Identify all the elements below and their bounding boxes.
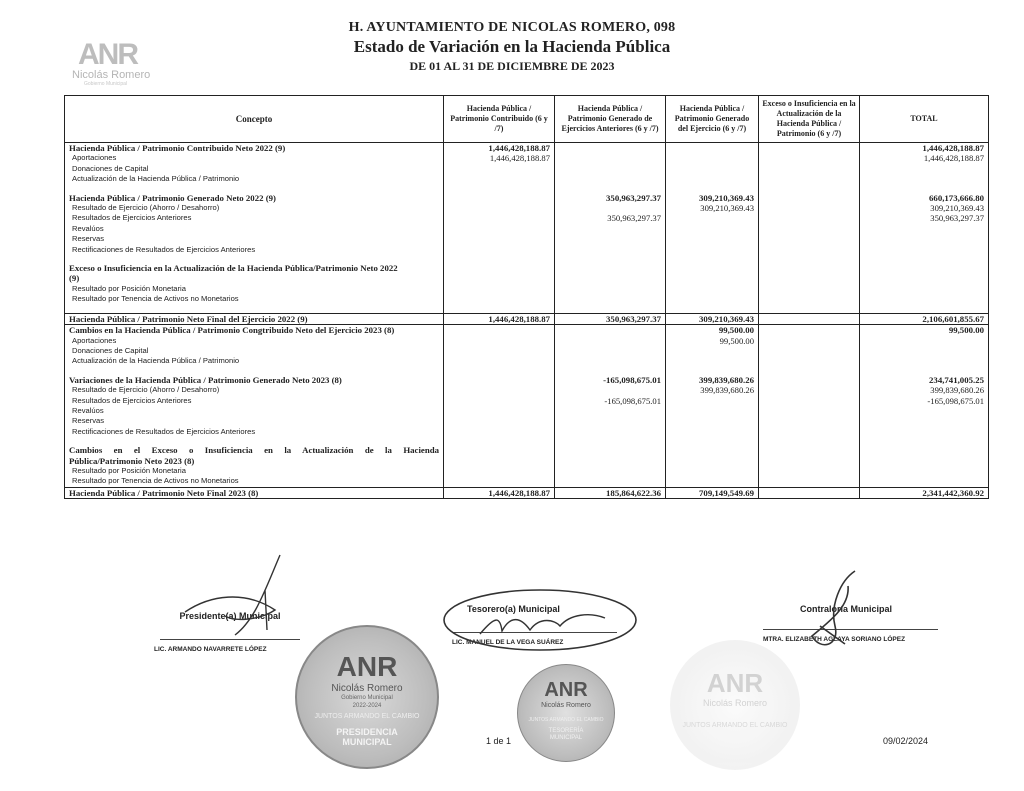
contribuido-cell [444, 294, 555, 304]
exceso-cell [759, 487, 860, 498]
stamp-tesoreria [517, 664, 615, 762]
concept-cell: Rectificaciones de Resultados de Ejercicios Anteriores [65, 245, 444, 255]
generado-ejercicio-cell: 309,210,369.43 [666, 313, 759, 324]
detail-row [65, 336, 989, 346]
generado-anteriores-cell [555, 273, 666, 283]
generado-anteriores-cell [555, 284, 666, 294]
col-header-exceso-insuficiencia: Exceso o Insuficiencia en la Actualización de la Hacienda Pública / Patrimonio (6 y /7) [759, 96, 860, 143]
detail-row [65, 164, 989, 174]
generado-anteriores-cell [555, 164, 666, 174]
concept-cell: Actualización de la Hacienda Pública / Patrimonio [65, 174, 444, 184]
stamp-presidencia-sub: Gobierno Municipal [341, 695, 393, 701]
presidente-signature-scribble [165, 550, 305, 645]
concept-cell: Hacienda Pública / Patrimonio Neto Final 2023 (8) [65, 487, 444, 498]
contribuido-cell [444, 213, 555, 223]
generado-anteriores-cell [555, 255, 666, 263]
generado-anteriores-cell [555, 416, 666, 426]
contralor-name: MTRA. ELIZABETH AGLAYA SORIANO LÓPEZ [763, 636, 906, 643]
col-header-total: TOTAL [860, 96, 989, 143]
detail-row [65, 427, 989, 437]
exceso-cell [759, 437, 860, 445]
section-row [65, 313, 989, 324]
generado-anteriores-cell [555, 234, 666, 244]
concept-cell: Variaciones de la Hacienda Pública / Patrimonio Generado Neto 2023 (8) [65, 375, 444, 385]
total-cell: 99,500.00 [860, 325, 989, 336]
exceso-cell [759, 456, 860, 466]
stamp-presidencia-office: PRESIDENCIA MUNICIPAL [336, 727, 398, 747]
col-header-generado-ejercicio: Hacienda Pública / Patrimonio Generado del Ejercicio (6 y /7) [666, 96, 759, 143]
exceso-cell [759, 396, 860, 406]
stamp-tesoreria-name: Nicolás Romero [541, 702, 591, 709]
col-header-generado-anteriores: Hacienda Pública / Patrimonio Generado de Ejercicios Anteriores (6 y /7) [555, 96, 666, 143]
contribuido-cell [444, 375, 555, 385]
exceso-cell [759, 427, 860, 437]
generado-anteriores-cell [555, 263, 666, 273]
concept-cell: Hacienda Pública / Patrimonio Generado Neto 2022 (9) [65, 193, 444, 203]
total-cell [860, 466, 989, 476]
concept-cell: Resultados de Ejercicios Anteriores [65, 396, 444, 406]
concept-cell: Pública/Patrimonio Neto 2023 (8) [65, 456, 444, 466]
contribuido-cell [444, 396, 555, 406]
generado-anteriores-cell [555, 174, 666, 184]
contribuido-cell [444, 245, 555, 255]
generado-anteriores-cell [555, 367, 666, 375]
detail-row [65, 213, 989, 223]
table-body [65, 143, 989, 499]
concept-cell: Resultado de Ejercicio (Ahorro / Desahorro) [65, 203, 444, 213]
total-cell [860, 234, 989, 244]
contribuido-cell [444, 476, 555, 487]
contribuido-cell [444, 325, 555, 336]
contribuido-cell [444, 224, 555, 234]
concept-cell: Cambios en la Hacienda Pública / Patrimonio Congtribuido Neto del Ejercicio 2023 (8) [65, 325, 444, 336]
section-row [65, 456, 989, 466]
concept-cell: Aportaciones [65, 153, 444, 163]
exceso-cell [759, 476, 860, 487]
contribuido-cell: 1,446,428,188.87 [444, 153, 555, 163]
total-cell [860, 174, 989, 184]
stamp-tesoreria-motto: JUNTOS ARMANDO EL CAMBIO [528, 717, 604, 723]
contribuido-cell [444, 445, 555, 455]
stamp-tesoreria-mark: ANR [544, 679, 588, 701]
generado-anteriores-cell [555, 153, 666, 163]
generado-ejercicio-cell: 99,500.00 [666, 325, 759, 336]
stamp-contraloria-mark: ANR [706, 668, 764, 698]
concept-cell [65, 185, 444, 193]
detail-row [65, 416, 989, 426]
generado-ejercicio-cell [666, 213, 759, 223]
generado-anteriores-cell [555, 385, 666, 395]
detail-row [65, 174, 989, 184]
detail-row [65, 385, 989, 395]
presidente-name: LIC. ARMANDO NAVARRETE LÓPEZ [154, 646, 267, 653]
contribuido-cell [444, 466, 555, 476]
concept-cell [65, 367, 444, 375]
exceso-cell [759, 143, 860, 154]
contralor-role: Contraloría Municipal [800, 604, 893, 614]
total-cell [860, 294, 989, 304]
concept-cell: Donaciones de Capital [65, 346, 444, 356]
entity-name: H. AYUNTAMIENTO DE NICOLAS ROMERO, 098 [348, 20, 676, 35]
total-cell [860, 427, 989, 437]
exceso-cell [759, 153, 860, 163]
section-row [65, 263, 989, 273]
municipality-logo [70, 40, 180, 92]
stamp-presidencia-mark: ANR [336, 651, 398, 682]
generado-ejercicio-cell [666, 255, 759, 263]
exceso-cell [759, 416, 860, 426]
generado-ejercicio-cell [666, 445, 759, 455]
generado-anteriores-cell [555, 336, 666, 346]
contribuido-cell [444, 174, 555, 184]
detail-row [65, 234, 989, 244]
generado-anteriores-cell: 350,963,297.37 [555, 193, 666, 203]
generado-anteriores-cell [555, 224, 666, 234]
generado-ejercicio-cell: 709,149,549.69 [666, 487, 759, 498]
generado-ejercicio-cell [666, 346, 759, 356]
total-cell: 234,741,005.25 [860, 375, 989, 385]
generado-ejercicio-cell: 399,839,680.26 [666, 385, 759, 395]
generado-anteriores-cell [555, 346, 666, 356]
exceso-cell [759, 325, 860, 336]
exceso-cell [759, 305, 860, 314]
generado-anteriores-cell [555, 427, 666, 437]
exceso-cell [759, 346, 860, 356]
concept-cell: (9) [65, 273, 444, 283]
generado-ejercicio-cell [666, 416, 759, 426]
generado-ejercicio-cell [666, 153, 759, 163]
exceso-cell [759, 234, 860, 244]
contribuido-cell [444, 305, 555, 314]
exceso-cell [759, 445, 860, 455]
exceso-cell [759, 193, 860, 203]
logo-name: Nicolás Romero [72, 69, 151, 81]
spacer-row [65, 185, 989, 193]
exceso-cell [759, 406, 860, 416]
presidente-role: Presidente(a) Municipal [179, 611, 281, 621]
variation-table [64, 95, 989, 499]
concept-cell: Resultados de Ejercicios Anteriores [65, 213, 444, 223]
total-cell [860, 445, 989, 455]
generado-anteriores-cell [555, 356, 666, 366]
generado-ejercicio-cell [666, 456, 759, 466]
generado-anteriores-cell [555, 466, 666, 476]
total-cell [860, 263, 989, 273]
section-row [65, 445, 989, 455]
concept-cell: Hacienda Pública / Patrimonio Neto Final del Ejercicio 2022 (9) [65, 313, 444, 324]
generado-anteriores-cell [555, 325, 666, 336]
section-row [65, 487, 989, 498]
total-cell [860, 456, 989, 466]
footer-date: 09/02/2024 [883, 736, 929, 746]
contribuido-cell [444, 437, 555, 445]
stamp-tesoreria-office: TESORERÍA MUNICIPAL [548, 728, 584, 741]
concept-cell [65, 437, 444, 445]
contribuido-cell [444, 255, 555, 263]
contribuido-cell [444, 203, 555, 213]
generado-anteriores-cell [555, 445, 666, 455]
total-cell [860, 245, 989, 255]
generado-ejercicio-cell: 99,500.00 [666, 336, 759, 346]
contribuido-cell [444, 427, 555, 437]
total-cell [860, 356, 989, 366]
generado-ejercicio-cell: 309,210,369.43 [666, 203, 759, 213]
generado-anteriores-cell: 185,864,622.36 [555, 487, 666, 498]
generado-anteriores-cell: -165,098,675.01 [555, 375, 666, 385]
generado-ejercicio-cell [666, 356, 759, 366]
total-cell: 350,963,297.37 [860, 213, 989, 223]
stamp-contraloria-motto: JUNTOS ARMANDO EL CAMBIO [682, 722, 788, 729]
generado-ejercicio-cell [666, 476, 759, 487]
generado-ejercicio-cell [666, 224, 759, 234]
section-row [65, 193, 989, 203]
detail-row [65, 396, 989, 406]
col-header-concepto: Concepto [65, 96, 444, 143]
concept-cell: Reservas [65, 416, 444, 426]
total-cell [860, 346, 989, 356]
total-cell [860, 336, 989, 346]
generado-ejercicio-cell [666, 367, 759, 375]
exceso-cell [759, 164, 860, 174]
section-row [65, 325, 989, 336]
contribuido-cell [444, 336, 555, 346]
col-header-contribuido: Hacienda Pública / Patrimonio Contribuido (6 y /7) [444, 96, 555, 143]
stamp-contraloria-name: Nicolás Romero [702, 698, 768, 708]
generado-ejercicio-cell [666, 427, 759, 437]
total-cell [860, 284, 989, 294]
contribuido-cell [444, 193, 555, 203]
generado-ejercicio-cell [666, 164, 759, 174]
total-cell: 399,839,680.26 [860, 385, 989, 395]
generado-ejercicio-cell [666, 273, 759, 283]
total-cell: 660,173,666.80 [860, 193, 989, 203]
stamp-presidencia-name: Nicolás Romero [331, 683, 403, 694]
stamp-presidencia-motto: JUNTOS ARMANDO EL CAMBIO [314, 713, 420, 720]
total-cell [860, 255, 989, 263]
contribuido-cell [444, 185, 555, 193]
exceso-cell [759, 367, 860, 375]
exceso-cell [759, 273, 860, 283]
generado-anteriores-cell [555, 143, 666, 154]
concept-cell: Resultado por Posición Monetaria [65, 466, 444, 476]
generado-ejercicio-cell [666, 284, 759, 294]
concept-cell: Hacienda Pública / Patrimonio Contribuido Neto 2022 (9) [65, 143, 444, 154]
report-title: Estado de Variación en la Hacienda Pública [353, 37, 671, 56]
spacer-row [65, 437, 989, 445]
concept-cell: Actualización de la Hacienda Pública / Patrimonio [65, 356, 444, 366]
stamp-presidencia-years: 2022-2024 [352, 703, 382, 709]
exceso-cell [759, 263, 860, 273]
contribuido-cell: 1,446,428,188.87 [444, 313, 555, 324]
exceso-cell [759, 313, 860, 324]
generado-ejercicio-cell [666, 245, 759, 255]
generado-anteriores-cell [555, 437, 666, 445]
concept-cell: Resultado por Posición Monetaria [65, 284, 444, 294]
concept-cell: Aportaciones [65, 336, 444, 346]
exceso-cell [759, 294, 860, 304]
contribuido-cell: 1,446,428,188.87 [444, 143, 555, 154]
section-row [65, 273, 989, 283]
exceso-cell [759, 185, 860, 193]
exceso-cell [759, 336, 860, 346]
exceso-cell [759, 375, 860, 385]
exceso-cell [759, 203, 860, 213]
contribuido-cell: 1,446,428,188.87 [444, 487, 555, 498]
generado-ejercicio-cell [666, 406, 759, 416]
generado-anteriores-cell [555, 245, 666, 255]
contribuido-cell [444, 416, 555, 426]
contribuido-cell [444, 263, 555, 273]
generado-ejercicio-cell [666, 294, 759, 304]
concept-cell: Resultado de Ejercicio (Ahorro / Desahorro) [65, 385, 444, 395]
contribuido-cell [444, 385, 555, 395]
total-cell: 309,210,369.43 [860, 203, 989, 213]
detail-row [65, 245, 989, 255]
concept-cell: Donaciones de Capital [65, 164, 444, 174]
total-cell [860, 437, 989, 445]
detail-row [65, 476, 989, 487]
concept-cell: Revalúos [65, 406, 444, 416]
generado-ejercicio-cell [666, 263, 759, 273]
total-cell [860, 185, 989, 193]
contribuido-cell [444, 406, 555, 416]
generado-anteriores-cell [555, 456, 666, 466]
contribuido-cell [444, 346, 555, 356]
total-cell: -165,098,675.01 [860, 396, 989, 406]
exceso-cell [759, 213, 860, 223]
tesorero-signature-scribble [440, 586, 640, 661]
contribuido-cell [444, 356, 555, 366]
detail-row [65, 224, 989, 234]
table-header-row [65, 96, 989, 143]
contribuido-cell [444, 164, 555, 174]
generado-anteriores-cell [555, 305, 666, 314]
concept-cell: Cambios en el Exceso o Insuficiencia en la Actualización de la Hacienda [65, 445, 444, 455]
total-cell: 2,106,601,855.67 [860, 313, 989, 324]
concept-cell: Resultado por Tenencia de Activos no Monetarios [65, 294, 444, 304]
contribuido-cell [444, 234, 555, 244]
total-cell [860, 367, 989, 375]
contribuido-cell [444, 273, 555, 283]
total-cell [860, 164, 989, 174]
spacer-row [65, 367, 989, 375]
total-cell [860, 224, 989, 234]
detail-row [65, 346, 989, 356]
tesorero-role: Tesorero(a) Municipal [467, 604, 560, 614]
logo-tagline: Gobierno Municipal [84, 81, 128, 87]
contribuido-cell [444, 367, 555, 375]
generado-ejercicio-cell: 399,839,680.26 [666, 375, 759, 385]
generado-ejercicio-cell [666, 174, 759, 184]
total-cell [860, 476, 989, 487]
generado-anteriores-cell: -165,098,675.01 [555, 396, 666, 406]
generado-anteriores-cell: 350,963,297.37 [555, 313, 666, 324]
exceso-cell [759, 284, 860, 294]
spacer-row [65, 305, 989, 314]
detail-row [65, 406, 989, 416]
concept-cell [65, 305, 444, 314]
generado-ejercicio-cell [666, 466, 759, 476]
total-cell [860, 305, 989, 314]
exceso-cell [759, 224, 860, 234]
generado-ejercicio-cell [666, 437, 759, 445]
detail-row [65, 153, 989, 163]
generado-ejercicio-cell [666, 234, 759, 244]
logo-mark: ANR [78, 38, 137, 71]
detail-row [65, 294, 989, 304]
report-period: DE 01 AL 31 DE DICIEMBRE DE 2023 [409, 59, 615, 73]
detail-row [65, 284, 989, 294]
section-row [65, 143, 989, 154]
exceso-cell [759, 356, 860, 366]
generado-ejercicio-cell [666, 185, 759, 193]
generado-anteriores-cell: 350,963,297.37 [555, 213, 666, 223]
exceso-cell [759, 466, 860, 476]
exceso-cell [759, 255, 860, 263]
tesorero-name: LIC. MANUEL DE LA VEGA SUÁREZ [452, 639, 564, 646]
total-cell [860, 406, 989, 416]
generado-anteriores-cell [555, 185, 666, 193]
detail-row [65, 356, 989, 366]
concept-cell: Rectificaciones de Resultados de Ejercicios Anteriores [65, 427, 444, 437]
exceso-cell [759, 385, 860, 395]
exceso-cell [759, 245, 860, 255]
generado-anteriores-cell [555, 203, 666, 213]
generado-ejercicio-cell [666, 305, 759, 314]
page-number: 1 de 1 [486, 736, 512, 746]
stamp-presidencia [295, 625, 439, 769]
total-cell: 1,446,428,188.87 [860, 153, 989, 163]
total-cell [860, 416, 989, 426]
stamp-contraloria [670, 640, 800, 770]
concept-cell: Revalúos [65, 224, 444, 234]
generado-ejercicio-cell [666, 396, 759, 406]
concept-cell: Resultado por Tenencia de Activos no Monetarios [65, 476, 444, 487]
detail-row [65, 466, 989, 476]
concept-cell [65, 255, 444, 263]
generado-anteriores-cell [555, 406, 666, 416]
section-row [65, 375, 989, 385]
generado-anteriores-cell [555, 294, 666, 304]
generado-ejercicio-cell [666, 143, 759, 154]
exceso-cell [759, 174, 860, 184]
concept-cell: Exceso o Insuficiencia en la Actualización de la Hacienda Pública/Patrimonio Neto 2022 [65, 263, 444, 273]
detail-row [65, 203, 989, 213]
total-cell [860, 273, 989, 283]
contralor-signature-scribble [800, 566, 870, 656]
concept-cell: Reservas [65, 234, 444, 244]
contribuido-cell [444, 456, 555, 466]
generado-ejercicio-cell: 309,210,369.43 [666, 193, 759, 203]
spacer-row [65, 255, 989, 263]
total-cell: 1,446,428,188.87 [860, 143, 989, 154]
total-cell: 2,341,442,360.92 [860, 487, 989, 498]
contribuido-cell [444, 284, 555, 294]
generado-anteriores-cell [555, 476, 666, 487]
